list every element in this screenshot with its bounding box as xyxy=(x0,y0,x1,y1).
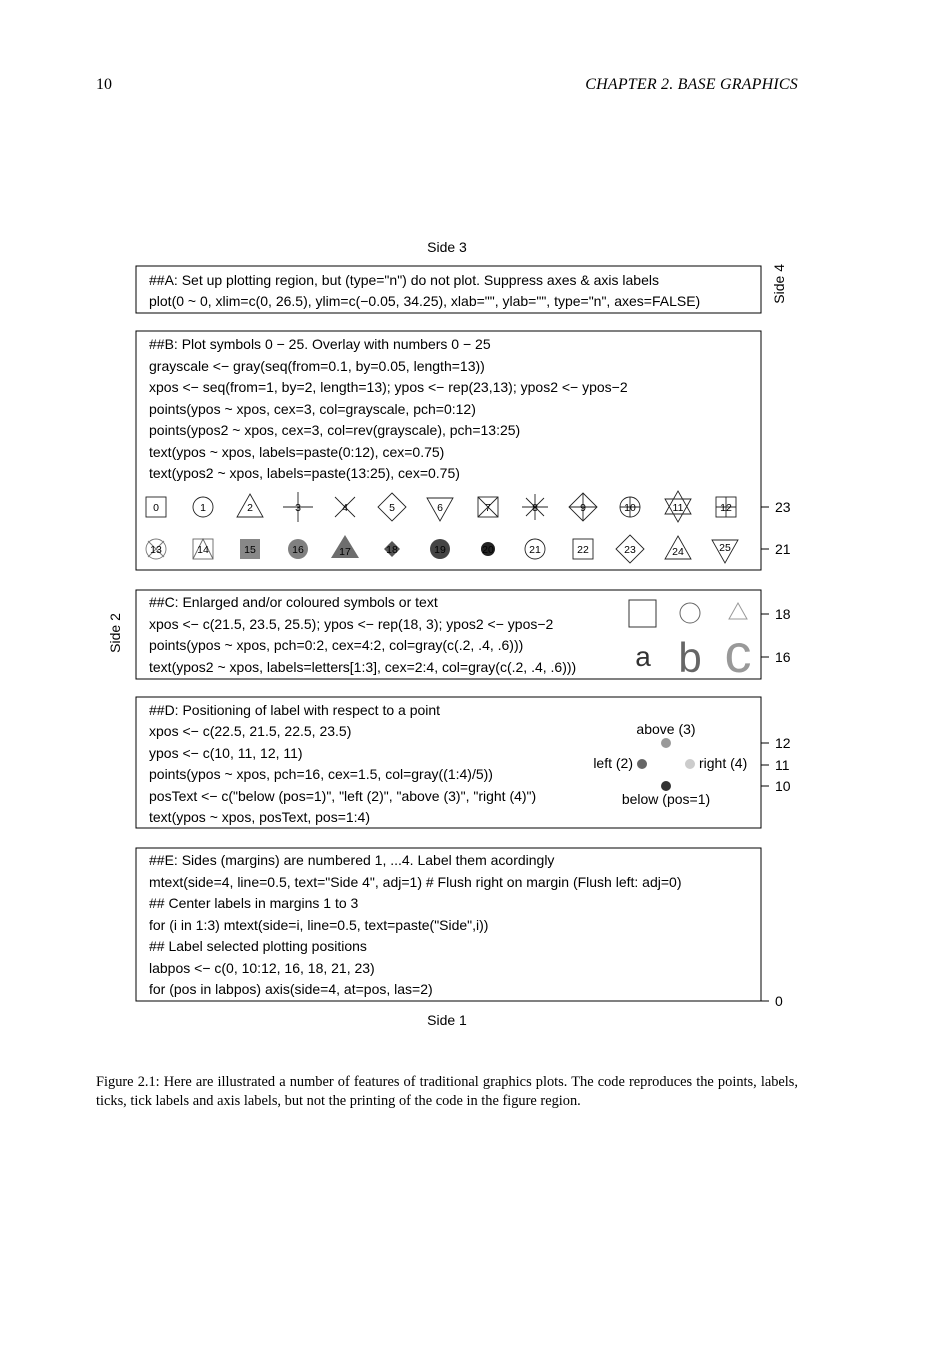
point-left xyxy=(637,759,647,769)
panel-a-code xyxy=(149,272,700,309)
side4-axis xyxy=(761,499,791,1009)
code-line: ##D: Positioning of label with respect to a point xyxy=(149,702,441,718)
position-labels xyxy=(593,721,747,807)
symbol-label: 10 xyxy=(624,502,636,514)
symbol-label: 14 xyxy=(197,544,209,556)
axis-tick-label: 16 xyxy=(775,649,791,665)
code-line: text(ypos ~ xpos, posText, pos=1:4) xyxy=(149,809,371,825)
page-number: 10 xyxy=(96,76,112,93)
code-line: ##C: Enlarged and/or coloured symbols or text xyxy=(149,594,438,610)
side2-label: Side 2 xyxy=(107,613,123,653)
panel-c-symbols xyxy=(629,600,747,627)
symbol-label: 7 xyxy=(485,502,491,514)
label-below: below (pos=1) xyxy=(621,791,711,807)
code-line: points(ypos ~ xpos, pch=16, cex=1.5, col=gray((1:4)/5)) xyxy=(149,766,493,782)
symbol-label: 16 xyxy=(292,544,304,556)
code-line: xpos <− seq(from=1, by=2, length=13); ypos <− rep(23,13); ypos2 <− ypos−2 xyxy=(149,379,628,395)
axis-tick-label: 0 xyxy=(775,993,783,1009)
symbol-labels-row-2 xyxy=(150,542,731,558)
symbol-label: 15 xyxy=(244,544,256,556)
point-right xyxy=(685,759,695,769)
panel-b-code xyxy=(149,336,628,481)
code-line: ypos <− c(10, 11, 12, 11) xyxy=(149,745,303,761)
axis-tick-label: 10 xyxy=(775,778,791,794)
code-line: points(ypos ~ xpos, pch=0:2, cex=4:2, col=gray(c(.2, .4, .6))) xyxy=(149,637,524,653)
symbol-label: 2 xyxy=(247,502,253,514)
label-right: right (4) xyxy=(699,755,748,771)
symbol-label: 20 xyxy=(482,544,494,556)
code-line: for (pos in labpos) axis(side=4, at=pos, las=2) xyxy=(149,981,433,997)
panel-e-code xyxy=(149,852,682,997)
symbol-label: 5 xyxy=(389,502,395,514)
code-line: xpos <− c(21.5, 23.5, 25.5); ypos <− rep(18, 3); ypos2 <− ypos−2 xyxy=(149,616,554,632)
point-below xyxy=(661,781,671,791)
side3-label: Side 3 xyxy=(427,239,467,255)
code-line: xpos <− c(22.5, 21.5, 22.5, 23.5) xyxy=(149,723,352,739)
panel-c-code xyxy=(149,594,576,675)
side4-label: Side 4 xyxy=(771,264,787,304)
enlarged-square xyxy=(629,600,656,627)
symbol-label: 24 xyxy=(672,546,684,558)
code-line: labpos <− c(0, 10:12, 16, 18, 21, 23) xyxy=(149,960,375,976)
symbol-label: 22 xyxy=(577,544,589,556)
code-line: ##E: Sides (margins) are numbered 1, ...4. Label them acordingly xyxy=(149,852,555,868)
code-line: text(ypos2 ~ xpos, labels=letters[1:3], cex=2:4, col=gray(c(.2, .4, .6))) xyxy=(149,659,577,675)
chapter-title: CHAPTER 2. BASE GRAPHICS xyxy=(585,76,798,93)
code-line: ## Center labels in margins 1 to 3 xyxy=(149,895,359,911)
code-line: grayscale <− gray(seq(from=0.1, by=0.05, length=13)) xyxy=(149,358,485,374)
figure-caption: Figure 2.1: Here are illustrated a number of features of traditional graphics plots. The code reproduces the points, labels, ticks, tick labels and axis labels, but not the printing of the code in the figure region. xyxy=(96,1074,798,1110)
axis-tick-label: 21 xyxy=(775,541,791,557)
axis-tick-label: 18 xyxy=(775,606,791,622)
enlarged-triangle xyxy=(729,603,747,619)
code-line: plot(0 ~ 0, xlim=c(0, 26.5), ylim=c(−0.05, 34.25), xlab="", ylab="", type="n", axes=FALSE) xyxy=(149,293,701,309)
code-line: text(ypos ~ xpos, labels=paste(0:12), cex=0.75) xyxy=(149,444,445,460)
code-line: points(ypos2 ~ xpos, cex=3, col=rev(grayscale), pch=13:25) xyxy=(149,422,521,438)
axis-tick-label: 23 xyxy=(775,499,791,515)
symbol-label: 25 xyxy=(719,542,731,554)
enlarged-letter-c: c xyxy=(724,624,752,684)
code-line: ##B: Plot symbols 0 − 25. Overlay with numbers 0 − 25 xyxy=(149,336,491,352)
enlarged-circle xyxy=(680,603,700,623)
symbol-label: 13 xyxy=(150,544,162,556)
code-line: mtext(side=4, line=0.5, text="Side 4", adj=1) # Flush right on margin (Flush left: adj=0) xyxy=(149,874,682,890)
label-left: left (2) xyxy=(593,755,633,771)
symbol-label: 18 xyxy=(386,544,398,556)
symbol-label: 19 xyxy=(434,544,446,556)
code-line: points(ypos ~ xpos, cex=3, col=grayscale, pch=0:12) xyxy=(149,401,476,417)
symbol-label: 3 xyxy=(295,502,301,514)
symbol-label: 9 xyxy=(580,502,586,514)
symbol-label: 1 xyxy=(200,502,206,514)
position-points xyxy=(637,738,695,791)
enlarged-letter-a: a xyxy=(635,641,651,672)
enlarged-letter-b: b xyxy=(678,634,702,681)
symbol-label: 8 xyxy=(532,502,538,514)
symbol-label: 17 xyxy=(339,546,351,558)
panel-d-code xyxy=(149,702,536,825)
symbol-label: 21 xyxy=(529,544,541,556)
symbol-label: 4 xyxy=(342,502,348,514)
label-above: above (3) xyxy=(636,721,696,737)
axis-tick-label: 11 xyxy=(775,757,790,773)
symbol-label: 12 xyxy=(720,502,732,514)
symbol-label: 23 xyxy=(624,544,636,556)
code-line: text(ypos2 ~ xpos, labels=paste(13:25), cex=0.75) xyxy=(149,465,460,481)
code-line: ## Label selected plotting positions xyxy=(149,938,367,954)
symbol-label: 11 xyxy=(672,502,684,514)
axis-tick-label: 12 xyxy=(775,735,791,751)
side1-label: Side 1 xyxy=(427,1012,467,1028)
code-line: posText <− c("below (pos=1)", "left (2)", "above (3)", "right (4)") xyxy=(149,788,537,804)
symbol-label: 6 xyxy=(437,502,443,514)
code-line: for (i in 1:3) mtext(side=i, line=0.5, text=paste("Side",i)) xyxy=(149,917,489,933)
symbol-label: 0 xyxy=(153,502,159,514)
point-above xyxy=(661,738,671,748)
code-line: ##A: Set up plotting region, but (type="n") do not plot. Suppress axes & axis labels xyxy=(149,272,659,288)
